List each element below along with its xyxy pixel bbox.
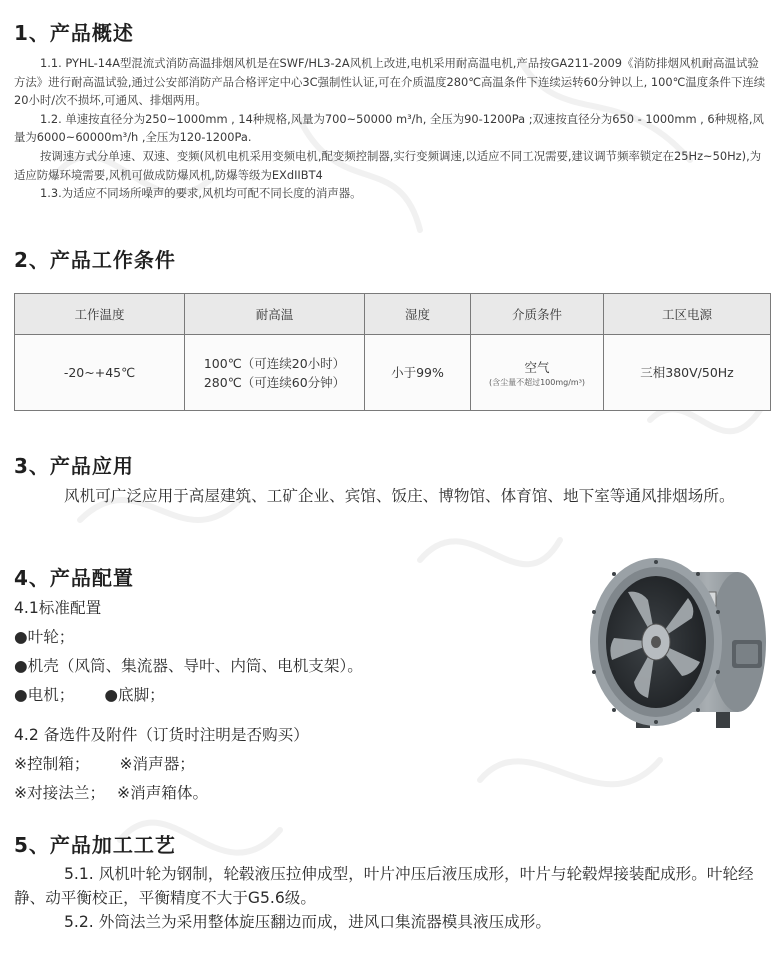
process-para-5-1: 5.1. 风机叶轮为钢制，轮毂液压拉伸成型，叶片冲压后液压成形，叶片与轮毂焊接装配成形。叶轮经静、动平衡校正，平衡精度不大于G5.6级。 xyxy=(14,865,754,907)
medium-note: (含尘量不超过100mg/m³) xyxy=(488,377,586,387)
overview-para-speed: 按调速方式分单速、双速、变频(风机电机采用变频电机,配变频控制器,实行变频调速,以适应不同工况需要,建议调节频率锁定在25Hz~50Hz),为适应防爆环境需要,风机可做成防爆风机,防爆等级为EXdIIBT4 xyxy=(14,148,762,182)
cell-power: 三相380V/50Hz xyxy=(604,335,771,411)
section-2-heading: 2、产品工作条件 xyxy=(14,248,176,272)
high-temp-line-1: 100℃（可连续20小时） xyxy=(203,355,346,371)
list-item: ※控制箱； xyxy=(14,755,90,773)
cell-medium xyxy=(471,335,604,411)
application-text: 风机可广泛应用于高屋建筑、工矿企业、宾馆、饭庄、博物馆、体育馆、地下室等通风排烟场所。 xyxy=(64,487,735,505)
optional-title: 4.2 备选件及附件（订货时注明是否购买） xyxy=(14,726,309,744)
table-header-row xyxy=(15,294,771,335)
header-power: 工区电源 xyxy=(604,294,771,335)
standard-config-title: 4.1标准配置 xyxy=(14,599,102,617)
overview-para-1-3: 1.3.为适应不同场所噪声的要求,风机均可配不同长度的消声器。 xyxy=(40,186,362,201)
medium-label: 空气 xyxy=(524,359,550,375)
standard-config-list xyxy=(14,594,574,710)
process-para-5-2: 5.2. 外筒法兰为采用整体旋压翻边而成，进风口集流器模具液压成形。 xyxy=(64,913,551,931)
cell-work-temp: -20~+45℃ xyxy=(15,335,185,411)
section-1-body xyxy=(14,54,766,203)
section-5-heading: 5、产品加工工艺 xyxy=(14,833,176,857)
section-3-body xyxy=(14,484,766,508)
list-item: ※对接法兰； xyxy=(14,784,106,802)
section-1-heading: 1、产品概述 xyxy=(14,21,134,45)
list-item-row xyxy=(14,681,574,710)
optional-accessories-list xyxy=(14,721,574,808)
section-3-heading: 3、产品应用 xyxy=(14,454,134,478)
list-item: ※消声器； xyxy=(119,755,195,773)
fan-product-image xyxy=(588,552,774,742)
section-5-body xyxy=(14,862,766,934)
overview-para-1-2: 1.2. 单速按直径分为250~1000mm , 14种规格,风量为700~50000 m³/h, 全压为90-1200Pa ;双速按直径分为650 - 1000mm , 6种规格,风量为6000~60000m³/h ,全压为120-1200Pa. xyxy=(14,111,764,145)
cell-humidity: 小于99% xyxy=(365,335,471,411)
header-work-temp: 工作温度 xyxy=(15,294,185,335)
working-conditions-table xyxy=(14,293,771,411)
header-humidity: 湿度 xyxy=(365,294,471,335)
list-item-row xyxy=(14,779,574,808)
list-item: ※消声箱体。 xyxy=(117,784,209,802)
table-row xyxy=(15,335,771,411)
list-item-row xyxy=(14,750,574,779)
high-temp-line-2: 280℃（可连续60分钟） xyxy=(203,374,346,390)
section-4-heading: 4、产品配置 xyxy=(14,566,134,590)
list-item: ●底脚； xyxy=(104,686,165,704)
header-medium: 介质条件 xyxy=(471,294,604,335)
list-item: ●叶轮； xyxy=(14,628,75,646)
header-high-temp: 耐高温 xyxy=(185,294,365,335)
list-item: ●机壳（风筒、集流器、导叶、内筒、电机支架）。 xyxy=(14,657,363,675)
overview-para-1-1: 1.1. PYHL-14A型混流式消防高温排烟风机是在SWF/HL3-2A风机上改进,电机采用耐高温电机,产品按GA211-2009《消防排烟风机耐高温试验方法》进行耐高温试验,通过公安部消防产品合格评定中心3C强制性认证,可在介质温度280℃高温条件下连续运转60分钟以上, 100℃温度条件下连续20小时/次不损坏,可通风、排烟两用。 xyxy=(14,56,766,108)
cell-high-temp xyxy=(185,335,365,411)
list-item: ●电机； xyxy=(14,686,75,704)
